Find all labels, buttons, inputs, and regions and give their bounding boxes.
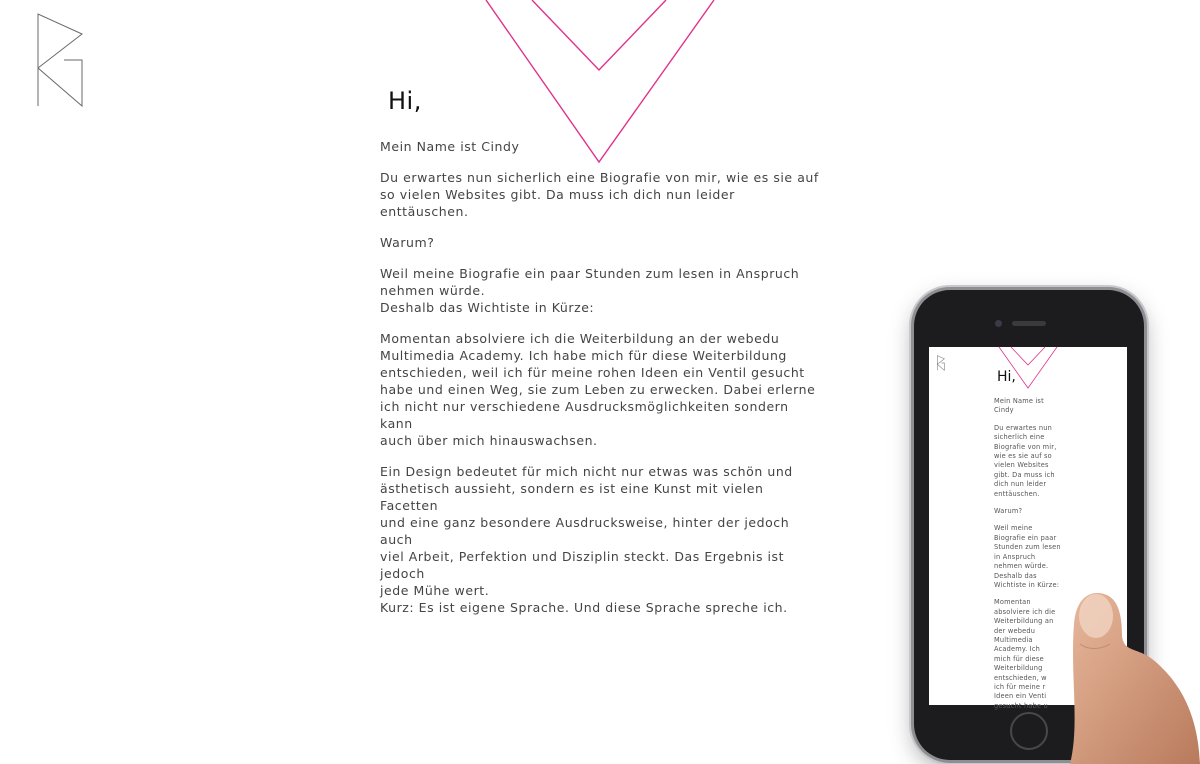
speaker-grille: [1012, 321, 1046, 326]
phone-mockup: [900, 284, 1200, 760]
mobile-paragraph: Momentan absolviere ich die Weiterbildung an der webedu Multimedia Academy. Ich mich für diese Weiterbildung entschieden, w ich für meine r Ideen ein Venti gesucht habe u: [994, 598, 1056, 710]
bio-paragraph-reason: Weil meine Biografie ein paar Stunden zum lesen in Anspruch nehmen würde. Deshalb das Wichtiste in Kürze:: [380, 266, 800, 315]
mobile-paragraph: Du erwartes nun sicherlich eine Biografie von mir, wie es sie auf so vielen Websites gibt. Da muss ich dich nun leider enttäuschen.: [994, 423, 1057, 498]
camera-icon: [995, 320, 1002, 327]
mobile-paragraph: Weil meine Biografie ein paar Stunden zum lesen in Anspruch nehmen würde. Deshalb das Wichtiste in Kürze:: [994, 524, 1061, 589]
bio-paragraph-question: Warum?: [380, 235, 435, 250]
rg-monogram-icon[interactable]: [36, 12, 86, 108]
mobile-paragraph: Mein Name ist Cindy: [994, 397, 1044, 415]
bio-paragraph-name: Mein Name ist Cindy: [380, 139, 520, 154]
mobile-paragraph: Warum?: [994, 507, 1023, 516]
bio-paragraph-education: Momentan absolviere ich die Weiterbildung an der webedu Multimedia Academy. Ich habe mich für diese Weiterbildung entschieden, weil ich für meine rohen Ideen ein Ventil gesucht habe und einen Weg, sie zum Leben zu erwecken. Dabei erlerne ich nicht nur verschiedene Ausdrucksmöglichkeiten sondern kann auch über mich hinauswachsen.: [380, 331, 816, 448]
mobile-rg-monogram-icon: [937, 355, 945, 371]
greeting-heading: Hi,: [388, 87, 422, 115]
bio-paragraph-design: Ein Design bedeutet für mich nicht nur etwas was schön und ästhetisch aussieht, sondern es ist eine Kunst mit vielen Facetten und eine ganz besondere Ausdrucksweise, hinter der jedoch auch viel Arbeit, Perfektion und Disziplin steckt. Das Ergebnis ist jedoch jede Mühe wert. Kurz: Es ist eigene Sprache. Und diese Sprache spreche ich.: [380, 464, 793, 615]
mobile-greeting: Hi,: [997, 369, 1016, 385]
bio-paragraph-intro: Du erwartes nun sicherlich eine Biografie von mir, wie es sie auf so vielen Websites gibt. Da muss ich dich nun leider enttäuschen.: [380, 170, 819, 219]
bio-section: [380, 86, 820, 630]
hand-thumb-image: [1030, 584, 1200, 764]
